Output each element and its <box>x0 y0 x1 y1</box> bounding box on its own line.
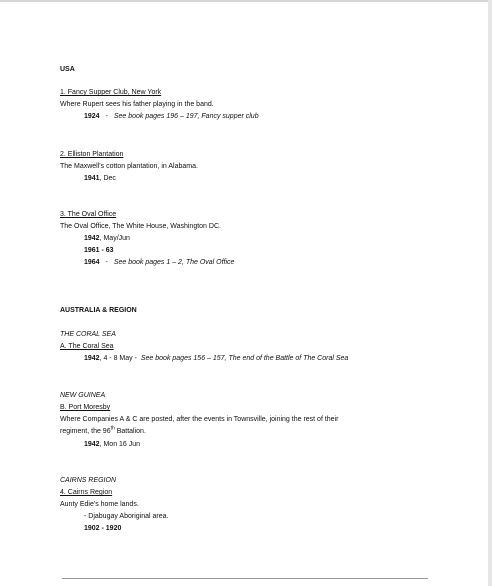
region-label-new-guinea: NEW GUINEA <box>60 392 106 399</box>
location-title-cairns-region: 4. Cairns Region <box>60 489 113 496</box>
location-description-cont <box>60 427 146 436</box>
location-description: Where Rupert sees his father playing in the band. <box>60 101 214 108</box>
date-entry <box>84 354 348 363</box>
date-year: 1942 <box>84 441 100 448</box>
date-entry <box>84 258 234 267</box>
date-detail: , 4 - 8 May - <box>99 355 137 362</box>
location-title-port-moresby: B. Port Moresby <box>60 404 111 411</box>
book-reference: See book pages 156 – 157, The end of the Battle of The Coral Sea <box>140 355 349 362</box>
section-heading-usa: USA <box>60 66 75 73</box>
date-year: 1941 <box>84 175 100 182</box>
book-reference: See book pages 1 – 2, The Oval Office <box>113 259 235 266</box>
date-detail: , Dec <box>99 175 116 182</box>
page-right-edge <box>488 0 492 586</box>
location-description: The Maxwell's cotton plantation, in Alabama. <box>60 163 198 170</box>
page-top-edge <box>0 0 492 2</box>
separator: - <box>105 113 108 120</box>
date-year: 1964 <box>84 259 100 266</box>
date-entry <box>84 112 259 121</box>
location-description: Aunty Edie's home lands. <box>60 501 139 508</box>
location-title-oval-office: 3. The Oval Office <box>60 211 117 218</box>
superscript: th <box>110 425 115 432</box>
date-entry <box>84 440 140 449</box>
date-year: 1942 <box>84 355 100 362</box>
date-year: 1924 <box>84 113 100 120</box>
date-year: 1942 <box>84 235 100 242</box>
date-range: 1902 - 1920 <box>84 525 122 532</box>
region-label-cairns: CAIRNS REGION <box>60 477 117 484</box>
date-detail: , Mon 16 Jun <box>99 441 141 448</box>
footer-rule <box>62 578 428 579</box>
location-subnote: - Djabugay Aboriginal area. <box>84 513 169 520</box>
desc-text: regiment, the 96 <box>60 428 111 435</box>
section-heading-australia: AUSTRALIA & REGION <box>60 307 137 314</box>
location-title-elliston-plantation: 2. Elliston Plantation <box>60 151 124 158</box>
location-title-fancy-supper-club: 1. Fancy Supper Club, New York <box>60 89 162 96</box>
desc-text: Battalion. <box>114 428 146 435</box>
date-range: 1961 - 63 <box>84 247 114 254</box>
date-entry <box>84 174 116 183</box>
book-reference: See book pages 196 – 197, Fancy supper club <box>113 113 259 120</box>
location-description: The Oval Office, The White House, Washington DC. <box>60 223 221 230</box>
date-detail: , May/Jun <box>99 235 130 242</box>
region-label-coral-sea: THE CORAL SEA <box>60 331 116 338</box>
location-description: Where Companies A & C are posted, after the events in Townsville, joining the rest of their <box>60 416 339 423</box>
date-entry <box>84 234 130 243</box>
location-title-coral-sea: A. The Coral Sea <box>60 343 114 350</box>
separator: - <box>105 259 108 266</box>
